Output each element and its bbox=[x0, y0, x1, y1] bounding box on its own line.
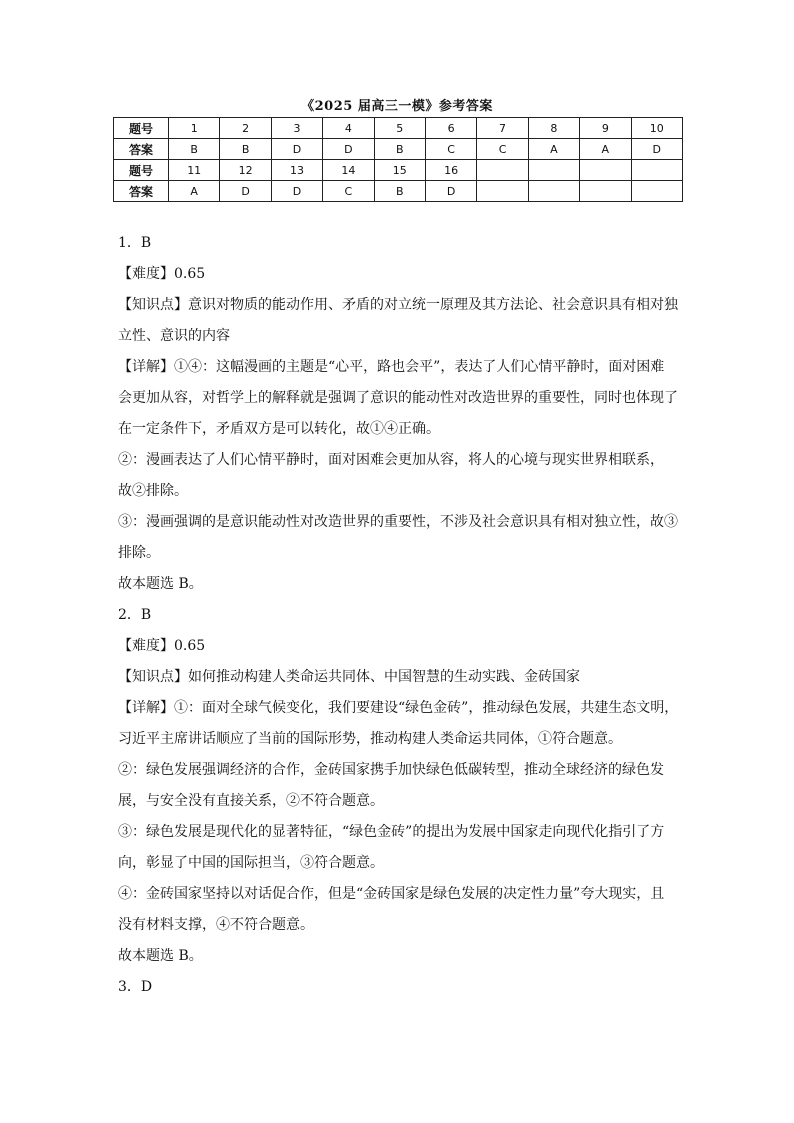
table-cell: A bbox=[528, 139, 579, 160]
table-cell: 5 bbox=[374, 118, 425, 139]
row-label: 答案 bbox=[114, 139, 169, 160]
row-label: 答案 bbox=[114, 181, 169, 202]
table-cell: 15 bbox=[374, 160, 425, 181]
table-cell: C bbox=[477, 139, 528, 160]
table-cell: 10 bbox=[631, 118, 682, 139]
text-line: 会更加从容，对哲学上的解释就是强调了意识的能动性对改造世界的重要性，同时也体现了 bbox=[118, 390, 678, 406]
text-line: 【难度】0.65 bbox=[118, 638, 206, 654]
table-cell: 11 bbox=[169, 160, 220, 181]
answer-key-table bbox=[113, 117, 683, 202]
text-line: 3．D bbox=[118, 979, 153, 995]
text-line: 【难度】0.65 bbox=[118, 266, 206, 282]
table-cell: 8 bbox=[528, 118, 579, 139]
table-cell: 1 bbox=[169, 118, 220, 139]
table-cell: 13 bbox=[271, 160, 322, 181]
table-cell: A bbox=[169, 181, 220, 202]
table-row bbox=[114, 181, 683, 202]
table-cell: D bbox=[631, 139, 682, 160]
text-line: 故②排除。 bbox=[118, 483, 188, 499]
text-line: ④：金砖国家坚持以对话促合作，但是“金砖国家是绿色发展的决定性力量”夸大现实，且 bbox=[118, 886, 665, 902]
table-cell: 14 bbox=[323, 160, 374, 181]
text-line: 故本题选 B。 bbox=[118, 576, 203, 592]
table-cell: C bbox=[425, 139, 476, 160]
table-cell: 4 bbox=[323, 118, 374, 139]
table-row bbox=[114, 118, 683, 139]
table-cell bbox=[631, 181, 682, 202]
table-cell bbox=[528, 181, 579, 202]
document-title: 《2025 届高三一模》参考答案 bbox=[301, 99, 493, 114]
table-row bbox=[114, 160, 683, 181]
table-cell: 7 bbox=[477, 118, 528, 139]
table-cell: 3 bbox=[271, 118, 322, 139]
text-line: ③：绿色发展是现代化的显著特征，“绿色金砖”的提出为发展中国家走向现代化指引了方 bbox=[118, 824, 665, 840]
table-row bbox=[114, 139, 683, 160]
text-line: 习近平主席讲话顺应了当前的国际形势，推动构建人类命运共同体，①符合题意。 bbox=[118, 731, 622, 747]
explanation-text bbox=[118, 228, 688, 1003]
text-line: 排除。 bbox=[118, 545, 160, 561]
table-cell: B bbox=[220, 139, 271, 160]
table-cell: 6 bbox=[425, 118, 476, 139]
text-line: 2．B bbox=[118, 607, 152, 623]
table-cell bbox=[477, 181, 528, 202]
row-label: 题号 bbox=[114, 118, 169, 139]
table-cell: C bbox=[323, 181, 374, 202]
text-line: 【详解】①：面对全球气候变化，我们要建设“绿色金砖”，推动绿色发展，共建生态文明， bbox=[118, 700, 679, 716]
table-cell: B bbox=[169, 139, 220, 160]
table-cell: D bbox=[220, 181, 271, 202]
table-cell: B bbox=[374, 181, 425, 202]
text-line: ③：漫画强调的是意识能动性对改造世界的重要性，不涉及社会意识具有相对独立性，故③ bbox=[118, 514, 678, 530]
text-line: 【详解】①④：这幅漫画的主题是“心平，路也会平”，表达了人们心情平静时，面对困难 bbox=[118, 359, 665, 375]
text-line: 在一定条件下，矛盾双方是可以转化，故①④正确。 bbox=[118, 421, 440, 437]
text-line: 1．B bbox=[118, 235, 152, 251]
table-cell bbox=[580, 160, 631, 181]
table-cell: B bbox=[374, 139, 425, 160]
table-cell: D bbox=[323, 139, 374, 160]
table-cell: D bbox=[271, 139, 322, 160]
text-line: ②：绿色发展强调经济的合作，金砖国家携手加快绿色低碳转型，推动全球经济的绿色发 bbox=[118, 762, 664, 778]
text-line: 展，与安全没有直接关系，②不符合题意。 bbox=[118, 793, 384, 809]
table-cell bbox=[477, 160, 528, 181]
text-line: 故本题选 B。 bbox=[118, 948, 203, 964]
table-cell: D bbox=[271, 181, 322, 202]
table-cell: 12 bbox=[220, 160, 271, 181]
table-cell: 9 bbox=[580, 118, 631, 139]
row-label: 题号 bbox=[114, 160, 169, 181]
text-line: 立性、意识的内容 bbox=[118, 328, 230, 344]
text-line: 【知识点】意识对物质的能动作用、矛盾的对立统一原理及其方法论、社会意识具有相对独 bbox=[118, 297, 678, 313]
table-cell bbox=[528, 160, 579, 181]
table-cell: A bbox=[580, 139, 631, 160]
text-line: ②：漫画表达了人们心情平静时，面对困难会更加从容，将人的心境与现实世界相联系， bbox=[118, 452, 664, 468]
table-cell: D bbox=[425, 181, 476, 202]
text-line: 【知识点】如何推动构建人类命运共同体、中国智慧的生动实践、金砖国家 bbox=[118, 669, 580, 685]
text-line: 没有材料支撑，④不符合题意。 bbox=[118, 917, 314, 933]
table-cell bbox=[580, 181, 631, 202]
table-cell: 16 bbox=[425, 160, 476, 181]
table-cell bbox=[631, 160, 682, 181]
text-line: 向，彰显了中国的国际担当，③符合题意。 bbox=[118, 855, 384, 871]
table-cell: 2 bbox=[220, 118, 271, 139]
